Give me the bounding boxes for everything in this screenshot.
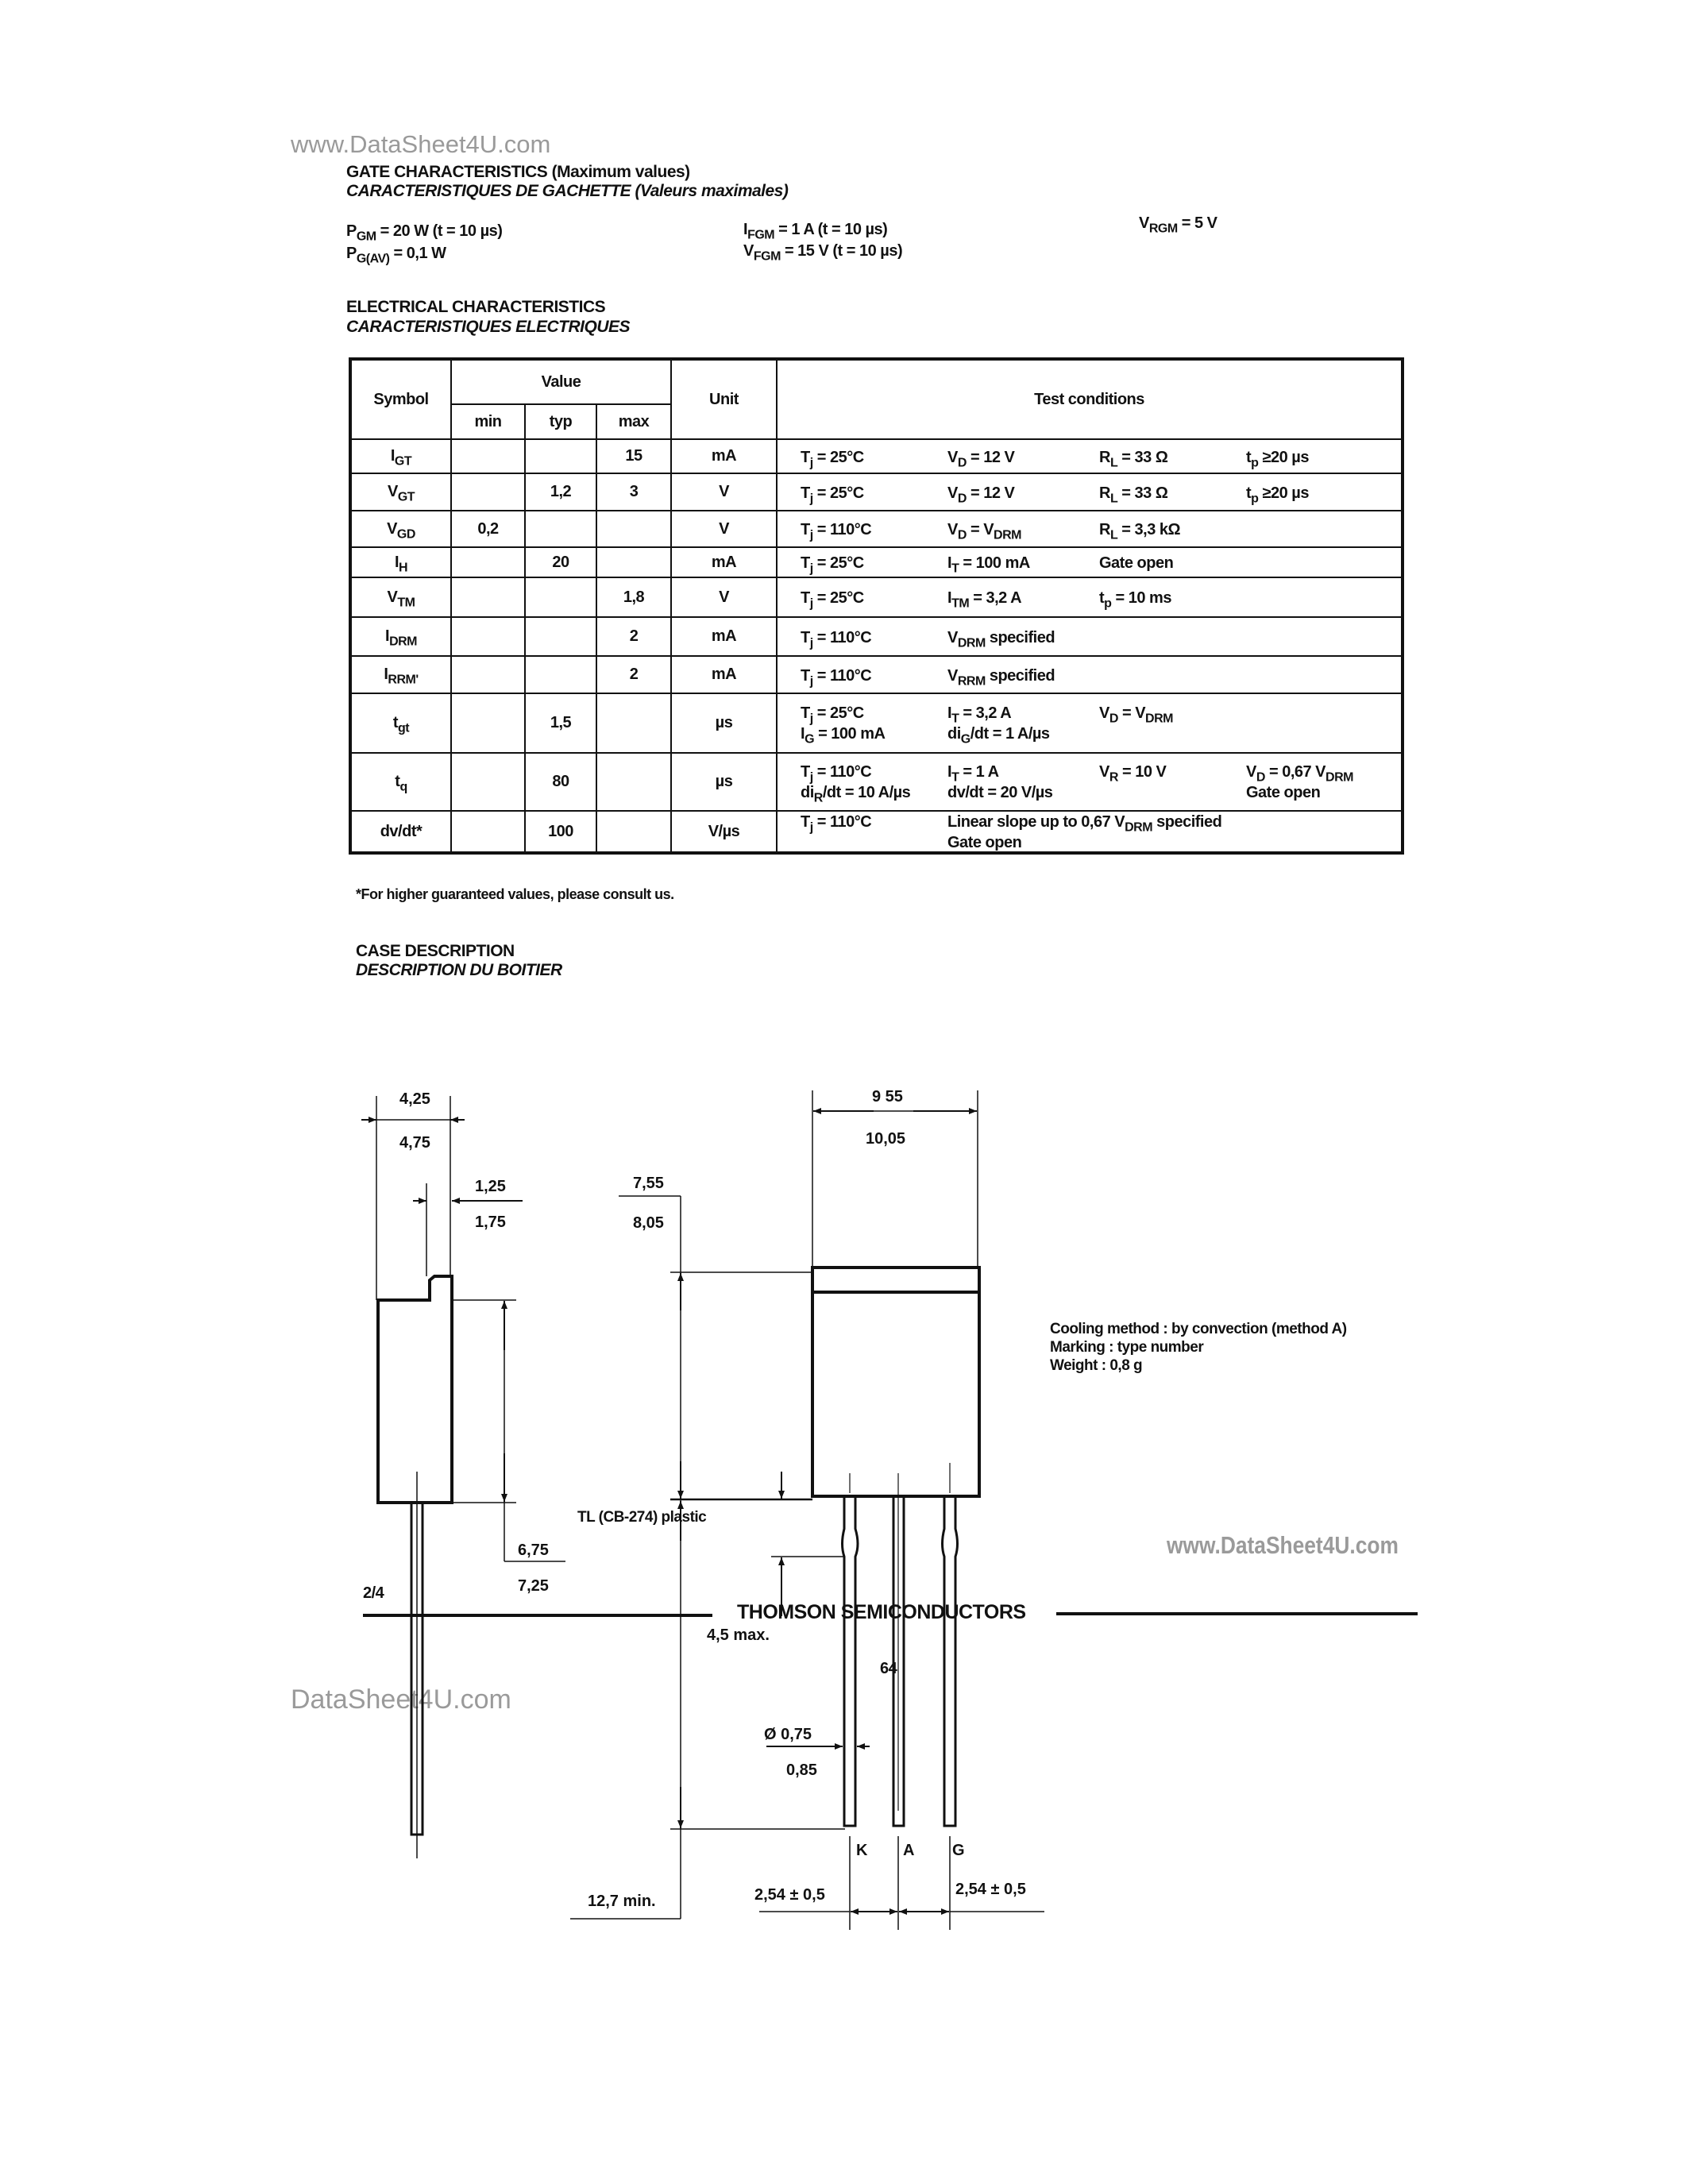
package-name: TL (CB-274) plastic bbox=[577, 1509, 707, 1526]
symbol-subscript: TM bbox=[397, 596, 415, 610]
condition-value: = 3,3 kΩ bbox=[1117, 521, 1181, 538]
symbol-subscript: GT bbox=[397, 490, 415, 504]
electrical-title-fr: CARACTERISTIQUES ELECTRIQUES bbox=[346, 318, 631, 336]
cell-max: 15 bbox=[596, 439, 671, 473]
condition-subscript: p bbox=[1104, 596, 1112, 611]
condition-value: = 10 ms bbox=[1111, 589, 1171, 607]
condition-text: T bbox=[801, 704, 810, 722]
condition-value: = V bbox=[1117, 704, 1146, 722]
condition-value: /dt = 10 A/µs bbox=[822, 784, 911, 801]
watermark-right: www.DataSheet4U.com bbox=[1167, 1531, 1399, 1559]
condition-value: = 3,2 A bbox=[959, 704, 1012, 722]
note-weight: Weight : 0,8 g bbox=[1050, 1357, 1143, 1374]
condition-subscript: p bbox=[1251, 456, 1259, 470]
condition-value: = 110°C bbox=[812, 521, 872, 538]
condition-subscript: G bbox=[805, 732, 815, 747]
cell-typ: 100 bbox=[525, 811, 596, 853]
condition-value: = 25°C bbox=[812, 589, 864, 607]
condition-value: specified bbox=[985, 629, 1055, 646]
condition-value: = 110°C bbox=[812, 763, 872, 781]
watermark-bottom: DataSheet4U.com bbox=[291, 1684, 511, 1715]
condition-subscript: R bbox=[813, 791, 823, 805]
condition-value: = 10 V bbox=[1117, 763, 1167, 781]
condition-subscript: T bbox=[951, 561, 959, 576]
gate-param-subscript: FGM bbox=[747, 228, 775, 242]
condition-text: V bbox=[947, 521, 958, 538]
condition-value: = 110°C bbox=[812, 629, 872, 646]
cell-unit: µs bbox=[671, 753, 777, 811]
symbol-text: V bbox=[387, 588, 398, 606]
watermark-top: www.DataSheet4U.com bbox=[291, 130, 551, 158]
header-value: Value bbox=[451, 359, 671, 404]
condition-subscript: j bbox=[809, 770, 813, 785]
gate-param-subscript: GM bbox=[356, 230, 376, 244]
cell-unit: V bbox=[671, 577, 777, 617]
gate-title-fr: CARACTERISTIQUES DE GACHETTE (Valeurs maximales) bbox=[346, 182, 789, 200]
condition-subscript: L bbox=[1109, 492, 1118, 506]
dim-tab-min: 1,25 bbox=[475, 1178, 506, 1195]
condition-value: = 110°C bbox=[812, 667, 872, 685]
company-name: THOMSON SEMICONDUCTORS bbox=[737, 1601, 1026, 1623]
gate-param-subscript: RGM bbox=[1148, 222, 1178, 236]
condition-text: R bbox=[1099, 484, 1110, 502]
dim-width-max: 4,75 bbox=[399, 1134, 430, 1152]
dim-lead-diameter-max: 0,85 bbox=[786, 1761, 817, 1779]
condition-subscript: L bbox=[1109, 528, 1118, 542]
condition-text: t bbox=[1246, 484, 1252, 502]
symbol-text: V bbox=[387, 519, 397, 538]
header-symbol: Symbol bbox=[350, 359, 451, 439]
cell-unit: V bbox=[671, 511, 777, 547]
symbol-text: I bbox=[390, 447, 395, 465]
symbol-subscript: DRM bbox=[389, 635, 417, 649]
condition-value: = 25°C bbox=[812, 554, 864, 572]
note-cooling: Cooling method : by convection (method A) bbox=[1050, 1321, 1347, 1337]
condition-text: t bbox=[1246, 449, 1252, 466]
condition-text: I bbox=[947, 704, 952, 722]
condition-text: dv/dt = 20 V/µs bbox=[947, 784, 1053, 801]
dim-front-height-min: 7,55 bbox=[633, 1175, 664, 1192]
case-notes bbox=[1050, 1320, 1347, 1375]
condition-value: = 0,67 V bbox=[1264, 763, 1326, 781]
symbol-text: I bbox=[394, 553, 399, 571]
symbol-subscript: gt bbox=[398, 721, 410, 735]
pin-label-k: K bbox=[856, 1842, 868, 1859]
condition-subscript: DRM bbox=[994, 528, 1021, 542]
cell-max: 2 bbox=[596, 656, 671, 693]
electrical-title: ELECTRICAL CHARACTERISTICS bbox=[346, 298, 606, 316]
cell-unit: mA bbox=[671, 439, 777, 473]
symbol-text: I bbox=[385, 627, 390, 645]
cell-unit: µs bbox=[671, 693, 777, 753]
page-number: 64 bbox=[880, 1660, 897, 1677]
header-max: max bbox=[596, 404, 671, 439]
header-unit: Unit bbox=[671, 359, 777, 439]
cell-typ: 1,2 bbox=[525, 473, 596, 511]
cell-unit: V bbox=[671, 473, 777, 511]
condition-value: = 110°C bbox=[812, 813, 872, 831]
condition-subscript: D bbox=[957, 456, 967, 470]
condition-value: = 25°C bbox=[812, 449, 864, 466]
condition-text: T bbox=[801, 484, 810, 502]
condition-subscript: D bbox=[957, 528, 967, 542]
symbol-subscript: RRM' bbox=[388, 673, 419, 687]
symbol-text: t bbox=[392, 714, 399, 731]
footer-rule-right bbox=[1056, 1612, 1418, 1615]
gate-param-text: P bbox=[346, 245, 357, 262]
condition-text: I bbox=[947, 589, 952, 607]
condition-subscript: j bbox=[809, 456, 813, 470]
condition-subscript: R bbox=[1109, 770, 1118, 785]
condition-value: = 1 A bbox=[959, 763, 999, 781]
condition-text: T bbox=[801, 521, 810, 538]
note-marking: Marking : type number bbox=[1050, 1339, 1204, 1356]
dim-top-width-min: 9 55 bbox=[872, 1088, 903, 1106]
symbol-text: I bbox=[384, 666, 388, 683]
gate-param-value: = 0,1 W bbox=[389, 245, 446, 262]
dim-tab-max: 1,75 bbox=[475, 1214, 506, 1231]
condition-value: = 100 mA bbox=[959, 554, 1030, 572]
gate-param-subscript: G(AV) bbox=[356, 252, 390, 266]
condition-value: specified bbox=[1152, 813, 1222, 831]
condition-text: I bbox=[801, 725, 805, 743]
condition-text: T bbox=[801, 554, 810, 572]
condition-text: T bbox=[801, 589, 810, 607]
condition-subscript: D bbox=[957, 492, 967, 506]
cell-max: 2 bbox=[596, 617, 671, 656]
condition-subscript: DRM bbox=[1125, 820, 1153, 835]
condition-text: T bbox=[801, 667, 810, 685]
dim-top-width-max: 10,05 bbox=[866, 1130, 906, 1148]
symbol-text: V bbox=[387, 483, 398, 500]
gate-param-text: V bbox=[1139, 214, 1149, 232]
condition-subscript: j bbox=[809, 712, 813, 726]
pin-label-a: A bbox=[903, 1842, 915, 1859]
case-title-fr: DESCRIPTION DU BOITIER bbox=[356, 961, 562, 979]
page-fraction: 2/4 bbox=[363, 1584, 384, 1602]
condition-subscript: j bbox=[809, 820, 813, 835]
symbol-text: dv/dt* bbox=[380, 822, 423, 840]
condition-subscript: j bbox=[809, 674, 813, 689]
condition-subscript: D bbox=[1109, 712, 1118, 726]
case-title: CASE DESCRIPTION bbox=[356, 942, 515, 960]
condition-value: /dt = 1 A/µs bbox=[970, 725, 1050, 743]
condition-text: T bbox=[801, 763, 810, 781]
cell-unit: mA bbox=[671, 656, 777, 693]
cell-max: 1,8 bbox=[596, 577, 671, 617]
condition-subscript: j bbox=[809, 596, 813, 611]
condition-subscript: j bbox=[809, 636, 813, 650]
condition-text: V bbox=[947, 449, 958, 466]
symbol-subscript: GD bbox=[396, 527, 415, 542]
dim-front-height-max: 8,05 bbox=[633, 1214, 664, 1232]
cell-unit: mA bbox=[671, 547, 777, 577]
condition-text: I bbox=[947, 763, 952, 781]
condition-text: V bbox=[1099, 763, 1109, 781]
condition-subscript: D bbox=[1256, 770, 1265, 785]
condition-text: di bbox=[801, 784, 814, 801]
condition-subscript: RRM bbox=[957, 674, 986, 689]
symbol-subscript: q bbox=[399, 780, 407, 794]
cell-typ: 80 bbox=[525, 753, 596, 811]
condition-text: di bbox=[947, 725, 961, 743]
condition-value: = 33 Ω bbox=[1117, 449, 1168, 466]
condition-text: Gate open bbox=[1246, 784, 1321, 801]
symbol-subscript: H bbox=[399, 561, 408, 575]
dim-width-min: 4,25 bbox=[399, 1090, 430, 1108]
side-view bbox=[361, 1096, 565, 1858]
condition-subscript: j bbox=[809, 492, 813, 506]
condition-subscript: L bbox=[1109, 456, 1118, 470]
gate-param-value: = 15 V (t = 10 µs) bbox=[780, 242, 903, 260]
condition-value: = V bbox=[966, 521, 994, 538]
condition-text: V bbox=[1246, 763, 1256, 781]
condition-text: V bbox=[947, 484, 958, 502]
condition-text: T bbox=[801, 629, 810, 646]
cell-unit: V/µs bbox=[671, 811, 777, 853]
dim-side-height-min: 6,75 bbox=[518, 1542, 549, 1559]
condition-value: = 25°C bbox=[812, 704, 864, 722]
gate-param-subscript: FGM bbox=[753, 249, 781, 264]
condition-value: = 12 V bbox=[966, 484, 1015, 502]
dim-lead-diameter-min: Ø 0,75 bbox=[764, 1726, 812, 1743]
condition-subscript: TM bbox=[951, 596, 970, 611]
pin-label-g: G bbox=[952, 1842, 965, 1859]
condition-subscript: DRM bbox=[1145, 712, 1173, 726]
cell-typ: 1,5 bbox=[525, 693, 596, 753]
condition-subscript: j bbox=[809, 528, 813, 542]
condition-text: V bbox=[1099, 704, 1109, 722]
dim-kink: 4,5 max. bbox=[707, 1626, 770, 1644]
condition-text: T bbox=[801, 813, 810, 831]
condition-subscript: T bbox=[951, 712, 959, 726]
condition-value: = 25°C bbox=[812, 484, 864, 502]
cell-typ: 20 bbox=[525, 547, 596, 577]
gate-param-value: = 20 W (t = 10 µs) bbox=[376, 222, 503, 240]
dim-pitch-left: 2,54 ± 0,5 bbox=[754, 1886, 825, 1904]
condition-subscript: DRM bbox=[957, 636, 986, 650]
condition-text: V bbox=[947, 667, 958, 685]
condition-text: R bbox=[1099, 449, 1110, 466]
condition-subscript: j bbox=[809, 561, 813, 576]
symbol-text: t bbox=[395, 773, 400, 790]
condition-text: V bbox=[947, 629, 958, 646]
gate-param-text: P bbox=[346, 222, 357, 240]
gate-param-text: I bbox=[743, 221, 748, 238]
footer-rule-left bbox=[363, 1614, 712, 1617]
gate-param-value: = 5 V bbox=[1177, 214, 1217, 232]
cell-min: 0,2 bbox=[451, 511, 525, 547]
header-min: min bbox=[451, 404, 525, 439]
condition-subscript: G bbox=[960, 732, 970, 747]
symbol-subscript: GT bbox=[394, 454, 412, 469]
condition-subscript: DRM bbox=[1325, 770, 1353, 785]
header-test-conditions: Test conditions bbox=[777, 359, 1403, 439]
gate-param-text: V bbox=[743, 242, 754, 260]
condition-value: ≥20 µs bbox=[1258, 449, 1309, 466]
condition-text: R bbox=[1099, 521, 1110, 538]
condition-text: T bbox=[801, 449, 810, 466]
footnote: *For higher guaranteed values, please consult us. bbox=[356, 886, 674, 902]
condition-subscript: p bbox=[1251, 492, 1259, 506]
dim-pitch-right: 2,54 ± 0,5 bbox=[955, 1881, 1026, 1898]
cell-max: 3 bbox=[596, 473, 671, 511]
gate-param-value: = 1 A (t = 10 µs) bbox=[774, 221, 888, 238]
condition-text: Gate open bbox=[947, 834, 1022, 851]
condition-value: = 3,2 A bbox=[969, 589, 1022, 607]
cell-unit: mA bbox=[671, 617, 777, 656]
condition-value: = 100 mA bbox=[814, 725, 886, 743]
gate-title: GATE CHARACTERISTICS (Maximum values) bbox=[346, 163, 690, 181]
dim-side-height-max: 7,25 bbox=[518, 1577, 549, 1595]
condition-value: = 33 Ω bbox=[1117, 484, 1168, 502]
condition-value: specified bbox=[985, 667, 1055, 685]
condition-subscript: T bbox=[951, 770, 959, 785]
header-typ: typ bbox=[525, 404, 596, 439]
condition-text: I bbox=[947, 554, 952, 572]
condition-text: t bbox=[1099, 589, 1105, 607]
condition-text: Linear slope up to 0,67 V bbox=[947, 813, 1125, 831]
dim-lead-length: 12,7 min. bbox=[588, 1893, 656, 1910]
condition-text: Gate open bbox=[1099, 554, 1174, 572]
condition-value: ≥20 µs bbox=[1258, 484, 1309, 502]
condition-value: = 12 V bbox=[966, 449, 1015, 466]
